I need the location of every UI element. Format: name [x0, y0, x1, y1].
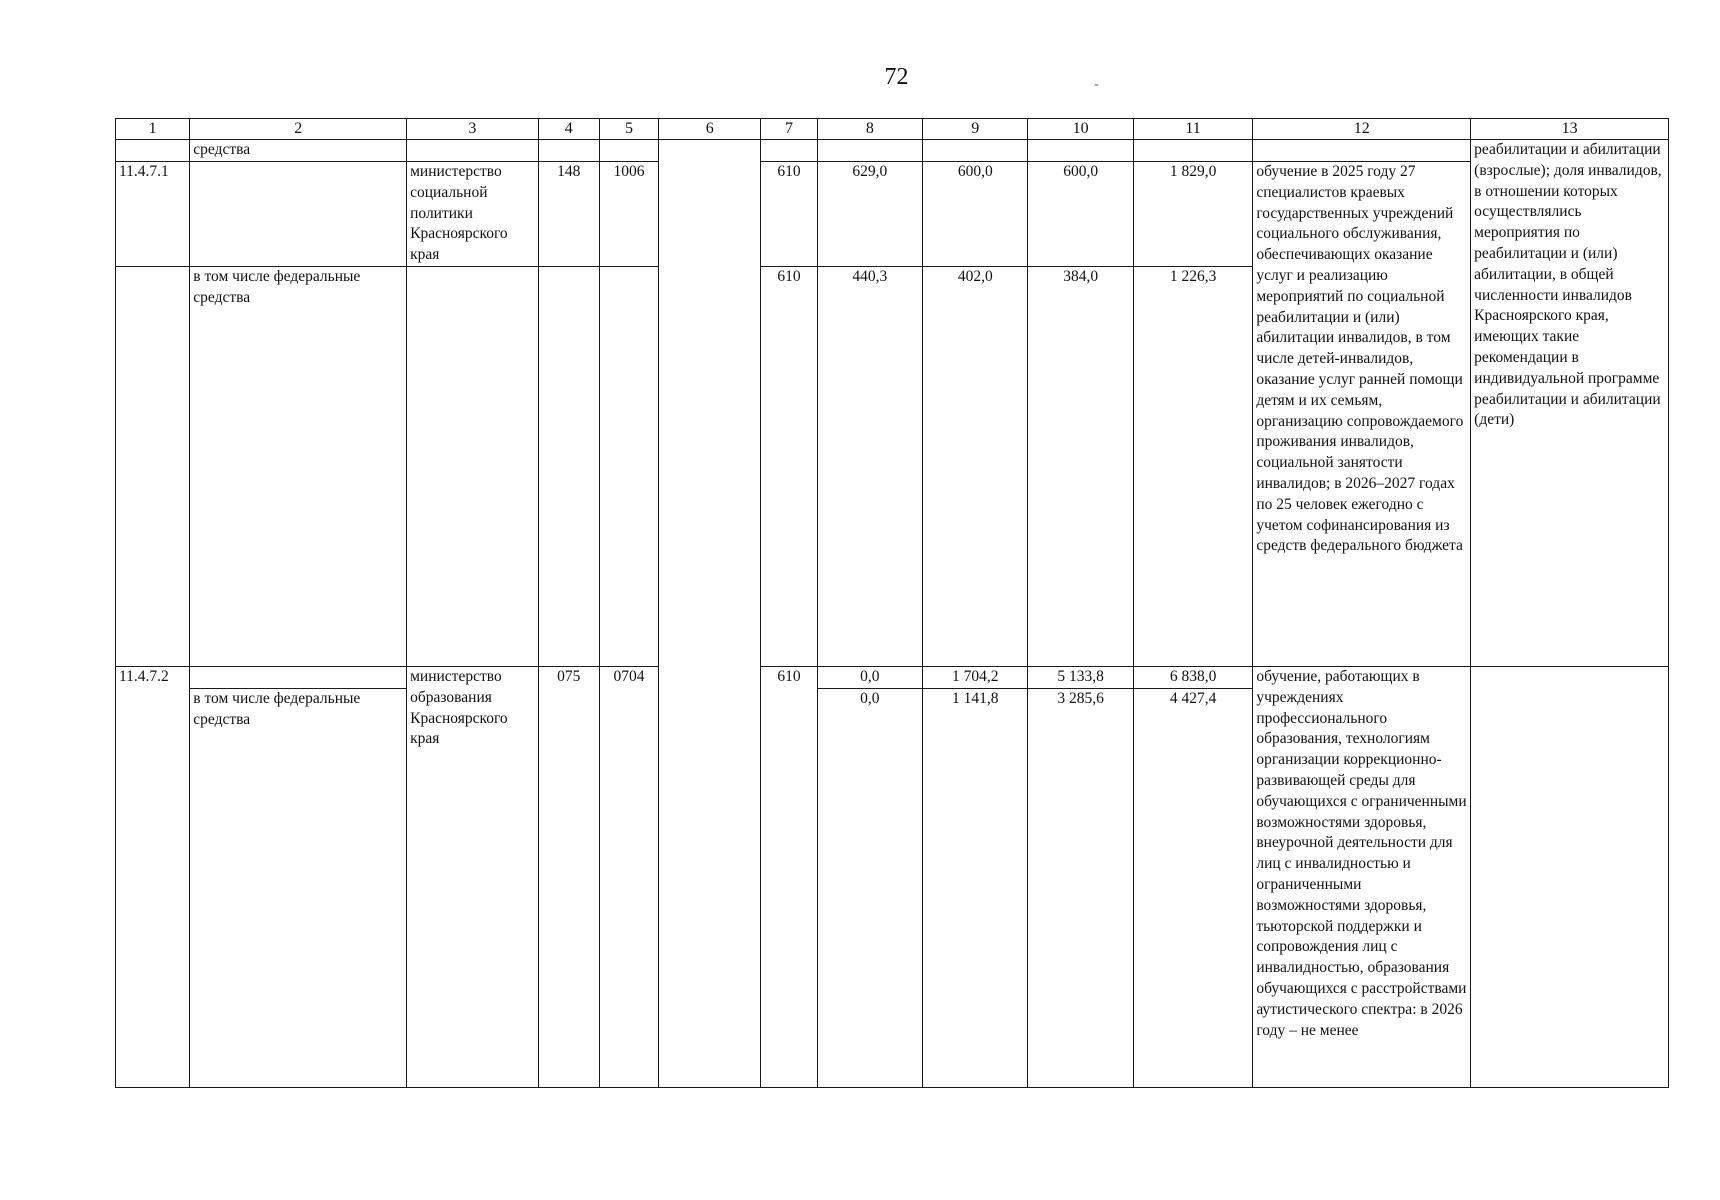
amount-total: 1 829,0: [1133, 162, 1252, 267]
executor: министерство образования Красноярского края: [407, 667, 539, 1088]
amount-2025: 0,0: [817, 667, 922, 689]
page-number: 72: [884, 64, 909, 90]
executor: министерство социальной политики Красноярского края: [407, 162, 539, 267]
item-code: 11.4.7.2: [116, 667, 190, 1088]
amount-2025: 440,3: [817, 267, 922, 667]
carry-text: средства: [190, 140, 407, 162]
col-header: 3: [407, 119, 539, 140]
expense-type: 610: [761, 667, 817, 1088]
carry-row: [116, 140, 1669, 162]
col-header: 4: [538, 119, 599, 140]
col-header: 9: [923, 119, 1028, 140]
expense-type: 610: [761, 267, 817, 667]
amount-total: 6 838,0: [1133, 667, 1252, 689]
target-indicators: реабилитации и абилитации (взрослые); доля инвалидов, в отношении которых осуществлялись мероприятия по реабилитации и (или) абилитации, в общей численности инвалидов Красноярского края, имеющих такие рекомендации в индивидуальной программе реабилитации и абилитации (дети): [1471, 140, 1669, 667]
federal-label: в том числе федеральные средства: [190, 688, 407, 1087]
item-code: 11.4.7.1: [116, 162, 190, 267]
amount-total: 1 226,3: [1133, 267, 1252, 667]
col-header: 7: [761, 119, 817, 140]
column-numbers-row: [116, 119, 1669, 140]
expected-result: обучение в 2025 году 27 специалистов краевых государственных учреждений социального обслуживания, обеспечивающих оказание услуг и реализацию мероприятий по социальной реабилитации и (или) абилитации инвалидов, в том числе детей-инвалидов, оказание услуг ранней помощи детям и их семьям, организацию сопровождаемого проживания инвалидов, социальной занятости инвалидов; в 2026–2027 годах по 25 человек ежегодно с учетом софинансирования из средств федерального бюджета: [1253, 162, 1471, 667]
col-header: 8: [817, 119, 922, 140]
expense-type: 610: [761, 162, 817, 267]
col-header: 6: [659, 119, 761, 140]
col6-cell: [659, 140, 761, 1088]
col-header: 2: [190, 119, 407, 140]
table-row: [116, 667, 1669, 689]
table-row: [116, 162, 1669, 267]
amount-2026: 402,0: [923, 267, 1028, 667]
section-code: 1006: [599, 162, 658, 267]
amount-2025: 0,0: [817, 688, 922, 1087]
amount-2026: 1 141,8: [923, 688, 1028, 1087]
col-header: 11: [1133, 119, 1252, 140]
amount-total: 4 427,4: [1133, 688, 1252, 1087]
expected-result: обучение, работающих в учреждениях профессионального образования, технологиям организации коррекционно-развивающей среды для обучающихся с ограниченными возможностями здоровья, внеурочной деятельности для лиц с инвалидностью и ограниченными возможностями здоровья, тьюторской поддержки и сопровождения лиц с инвалидностью, образования обучающихся с расстройствами аутистического спектра: в 2026 году – не менее: [1253, 667, 1471, 1088]
col-header: 12: [1253, 119, 1471, 140]
amount-2027: 384,0: [1028, 267, 1133, 667]
col-header: 10: [1028, 119, 1133, 140]
amount-2027: 5 133,8: [1028, 667, 1133, 689]
col-header: 13: [1471, 119, 1669, 140]
grbs-code: 075: [538, 667, 599, 1088]
amount-2027: 3 285,6: [1028, 688, 1133, 1087]
federal-label: в том числе федеральные средства: [190, 267, 407, 667]
target-indicators-empty: [1471, 667, 1669, 1088]
col-header: 5: [599, 119, 658, 140]
amount-2025: 629,0: [817, 162, 922, 267]
section-code: 0704: [599, 667, 658, 1088]
budget-table: [115, 118, 1669, 1088]
amount-2027: 600,0: [1028, 162, 1133, 267]
col-header: 1: [116, 119, 190, 140]
grbs-code: 148: [538, 162, 599, 267]
amount-2026: 600,0: [923, 162, 1028, 267]
amount-2026: 1 704,2: [923, 667, 1028, 689]
scan-speck: -: [1094, 77, 1099, 92]
